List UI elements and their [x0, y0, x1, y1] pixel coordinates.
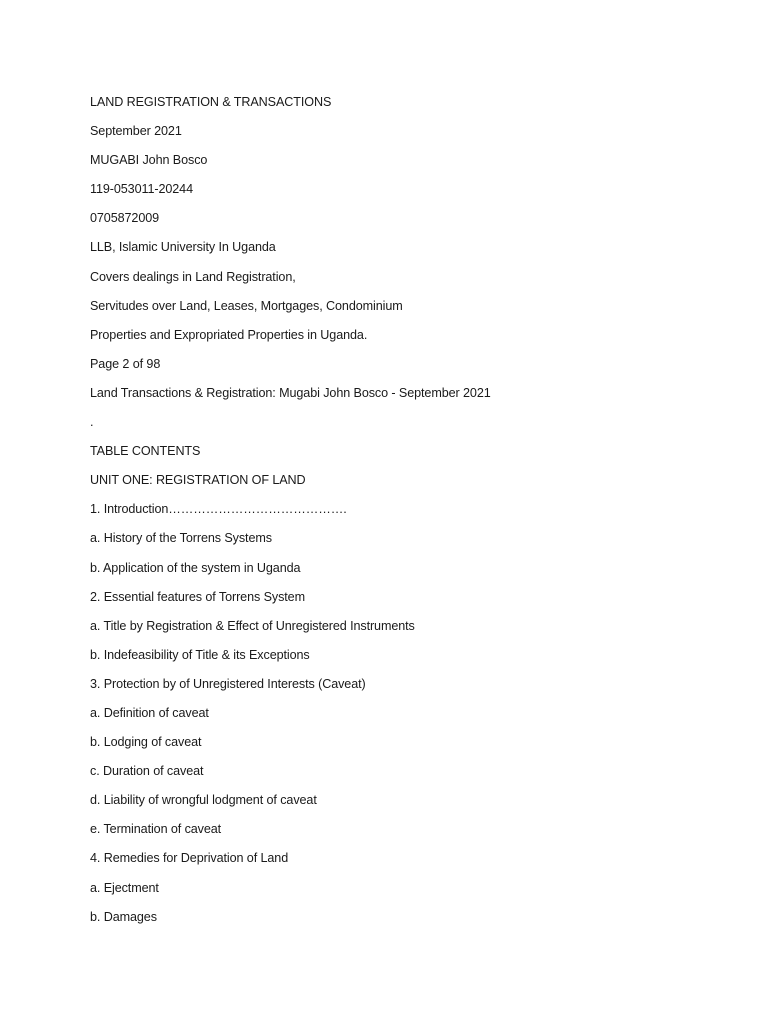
toc-entry: 1. Introduction…………………………………….: [90, 502, 347, 517]
toc-entry: b. Application of the system in Uganda: [90, 560, 301, 575]
document-body: [90, 92, 730, 936]
document-title: LAND REGISTRATION & TRANSACTIONS: [90, 95, 332, 109]
author-qualification: LLB, Islamic University In Uganda: [90, 240, 276, 255]
toc-entry: a. Title by Registration & Effect of Unregistered Instruments: [90, 618, 415, 633]
toc-entry: 4. Remedies for Deprivation of Land: [90, 851, 289, 866]
page-number: Page 2 of 98: [90, 356, 161, 371]
toc-heading: TABLE CONTENTS: [90, 444, 201, 459]
author-name: MUGABI John Bosco: [90, 153, 208, 168]
toc-entry: b. Damages: [90, 909, 157, 924]
toc-entry: b. Lodging of caveat: [90, 735, 202, 750]
toc-entry: a. History of the Torrens Systems: [90, 531, 272, 546]
toc-entry: b. Indefeasibility of Title & its Exceptions: [90, 647, 310, 662]
toc-entry: 3. Protection by of Unregistered Interests (Caveat): [90, 676, 366, 691]
toc-entry: c. Duration of caveat: [90, 764, 204, 779]
author-registration-number: 119-053011-20244: [90, 182, 193, 197]
description-line: Covers dealings in Land Registration,: [90, 269, 296, 284]
toc-entry: e. Termination of caveat: [90, 822, 222, 837]
document-date: September 2021: [90, 124, 182, 139]
author-phone: 0705872009: [90, 211, 160, 226]
toc-unit-heading: UNIT ONE: REGISTRATION OF LAND: [90, 473, 306, 488]
toc-entry: d. Liability of wrongful lodgment of caveat: [90, 793, 317, 808]
running-header: Land Transactions & Registration: Mugabi John Bosco - September 2021: [90, 385, 491, 400]
toc-entry: a. Definition of caveat: [90, 705, 209, 720]
separator-dot: .: [90, 415, 94, 430]
description-line: Properties and Expropriated Properties in Uganda.: [90, 327, 368, 342]
toc-entry: 2. Essential features of Torrens System: [90, 589, 305, 604]
description-line: Servitudes over Land, Leases, Mortgages, Condominium: [90, 298, 403, 313]
toc-entry: a. Ejectment: [90, 880, 159, 895]
